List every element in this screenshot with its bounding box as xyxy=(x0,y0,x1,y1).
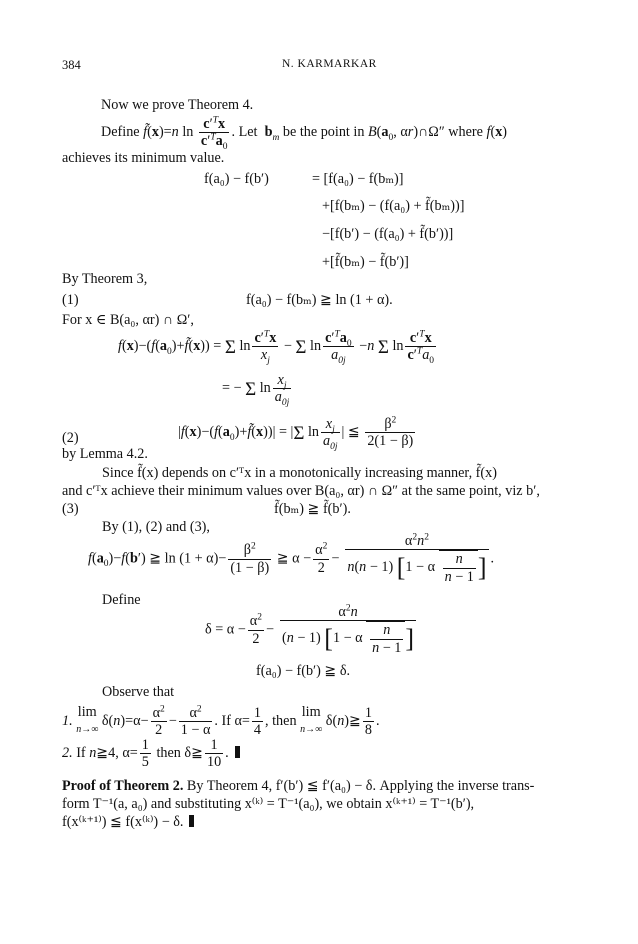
obs1-label: 1. xyxy=(62,713,73,730)
chain-row-3: −[f(b′) − (f(a₀) + f̃(b′))] xyxy=(322,226,454,242)
chain-row-1: = [f(a₀) − f(bₘ)] xyxy=(312,171,404,187)
chain-row-4: +[f̃(bₘ) − f̃(b′)] xyxy=(322,254,409,270)
define-tail: be the point in xyxy=(282,124,365,141)
achieves-line: achieves its minimum value. xyxy=(62,150,225,166)
proof-line-3 xyxy=(62,815,194,829)
define-word: Define xyxy=(102,592,141,608)
by-1-2-3: By (1), (2) and (3), xyxy=(102,519,210,535)
proof-text-3: f(x⁽ᵏ⁺¹⁾) ≦ f(x⁽ᵏ⁾) − δ. xyxy=(62,814,184,830)
by-theorem-3: By Theorem 3, xyxy=(62,271,148,287)
since-line-1: Since f̃(x) depends on c′ᵀx in a monotonically increasing manner, f̃(x) xyxy=(102,465,497,481)
proof-line-2: form T⁻¹(a, a₀) and substituting x⁽ᵏ⁾ = T⁻¹(a₀), we obtain x⁽ᵏ⁺¹⁾ = T⁻¹(b′), xyxy=(62,796,475,812)
delta-definition: δ = α − $\frac{\alpha^2}{2}$ − $\alpha^2n$ (n − 1) [1 − α $\frac{n}{n - 1}$ ] xyxy=(205,603,415,656)
running-head: N. KARMARKAR xyxy=(282,58,377,70)
eq2-body: $|f(x)-(f(a_0)+f̃(x))| = |\Sigma$ ln $\frac{x_j}{a_{0j}}$ | ≦ $\frac{\beta^2}{2(1 - \beta)}$ xyxy=(178,415,414,453)
observation-1: 1. lim n→∞ δ(n)=α− $\frac{\alpha^2}{2}$ − $\frac{\alpha^2}{1 - \alpha}$ . If α= $\frac{1}{4}$ , then lim n→∞ δ(n)≧ $\frac{1}{8}$ . xyxy=(62,704,380,739)
obs2-label: 2. xyxy=(62,745,73,762)
define-let-b: $b_m$ xyxy=(264,124,280,143)
define-line: Define f̃(x)=n ln $\frac{c'^Tx}{c'^Ta_0}$ . Let $b_m$ be the point in $B(a_0$, αr)∩Ω″ where f(x) xyxy=(101,115,508,153)
combined-inequality: $f(a_0)-f(b')$ ≧ ln (1 + α)− $\frac{\beta^2}{(1 - \beta)}$ ≧ α − $\frac{\alpha^2}{2}$ − $\alpha^2n^2$ n(n − 1) [1 − α $\frac{n}{n - 1}$ ] . xyxy=(88,532,495,585)
proof-line-1 xyxy=(62,779,534,793)
observation-2: 2. If n≧4, α= $\frac{1}{5}$ then δ≧ $\frac{1}{10}$ . xyxy=(62,737,240,771)
qed-mark xyxy=(235,746,240,758)
eq2-label: (2) xyxy=(62,430,79,446)
observe-that: Observe that xyxy=(102,684,175,700)
proof-text-1: By Theorem 4, f′(b′) ≦ f′(a₀) − δ. Applying the inverse trans- xyxy=(186,778,535,794)
define-mid: . Let xyxy=(231,124,258,141)
since-line-2: and c′ᵀx achieve their minimum values over B(a₀, αr) ∩ Ω″ at the same point, viz b′, xyxy=(62,483,540,499)
by-lemma: by Lemma 4.2. xyxy=(62,446,148,462)
chain-lhs: f(a₀) − f(b′) xyxy=(204,171,269,187)
eq1-body: f(a₀) − f(bₘ) ≧ ln (1 + α). xyxy=(246,292,393,308)
eq3-label: (3) xyxy=(62,501,79,517)
log-sum-simplified: = − Σ ln $\frac{x_j}{a_{0j}}$ xyxy=(222,372,290,409)
define-fraction: $\frac{c'^Tx}{c'^Ta_0}$ xyxy=(200,115,228,153)
chain-row-2: +[f(bₘ) − (f(a₀) + f̃(bₘ))] xyxy=(322,198,465,214)
qed-mark-final xyxy=(189,815,194,827)
for-line: For x ∈ B(a₀, αr) ∩ Ω′, xyxy=(62,312,194,328)
proof-title: Proof of Theorem 2. xyxy=(62,778,184,794)
eq3-body: f̃(bₘ) ≧ f̃(b′). xyxy=(274,501,351,517)
define-where: where xyxy=(448,124,483,141)
eq1-label: (1) xyxy=(62,292,79,308)
page-number: 384 xyxy=(62,58,81,72)
define-prefix: Define xyxy=(101,124,140,141)
delta-inequality: f(a₀) − f(b′) ≧ δ. xyxy=(256,663,351,679)
log-sum-equation: $f(x)-(f(a_0)+f̃(x)) = \Sigma$ ln $\frac{c'^Tx}{x_j}$ − Σ ln $\frac{c'^Ta_0}{a_{0j}}$ −n Σ ln $\frac{c'^Tx}{c'^Ta_0}$ xyxy=(118,329,435,367)
intro-line: Now we prove Theorem 4. xyxy=(101,97,254,113)
